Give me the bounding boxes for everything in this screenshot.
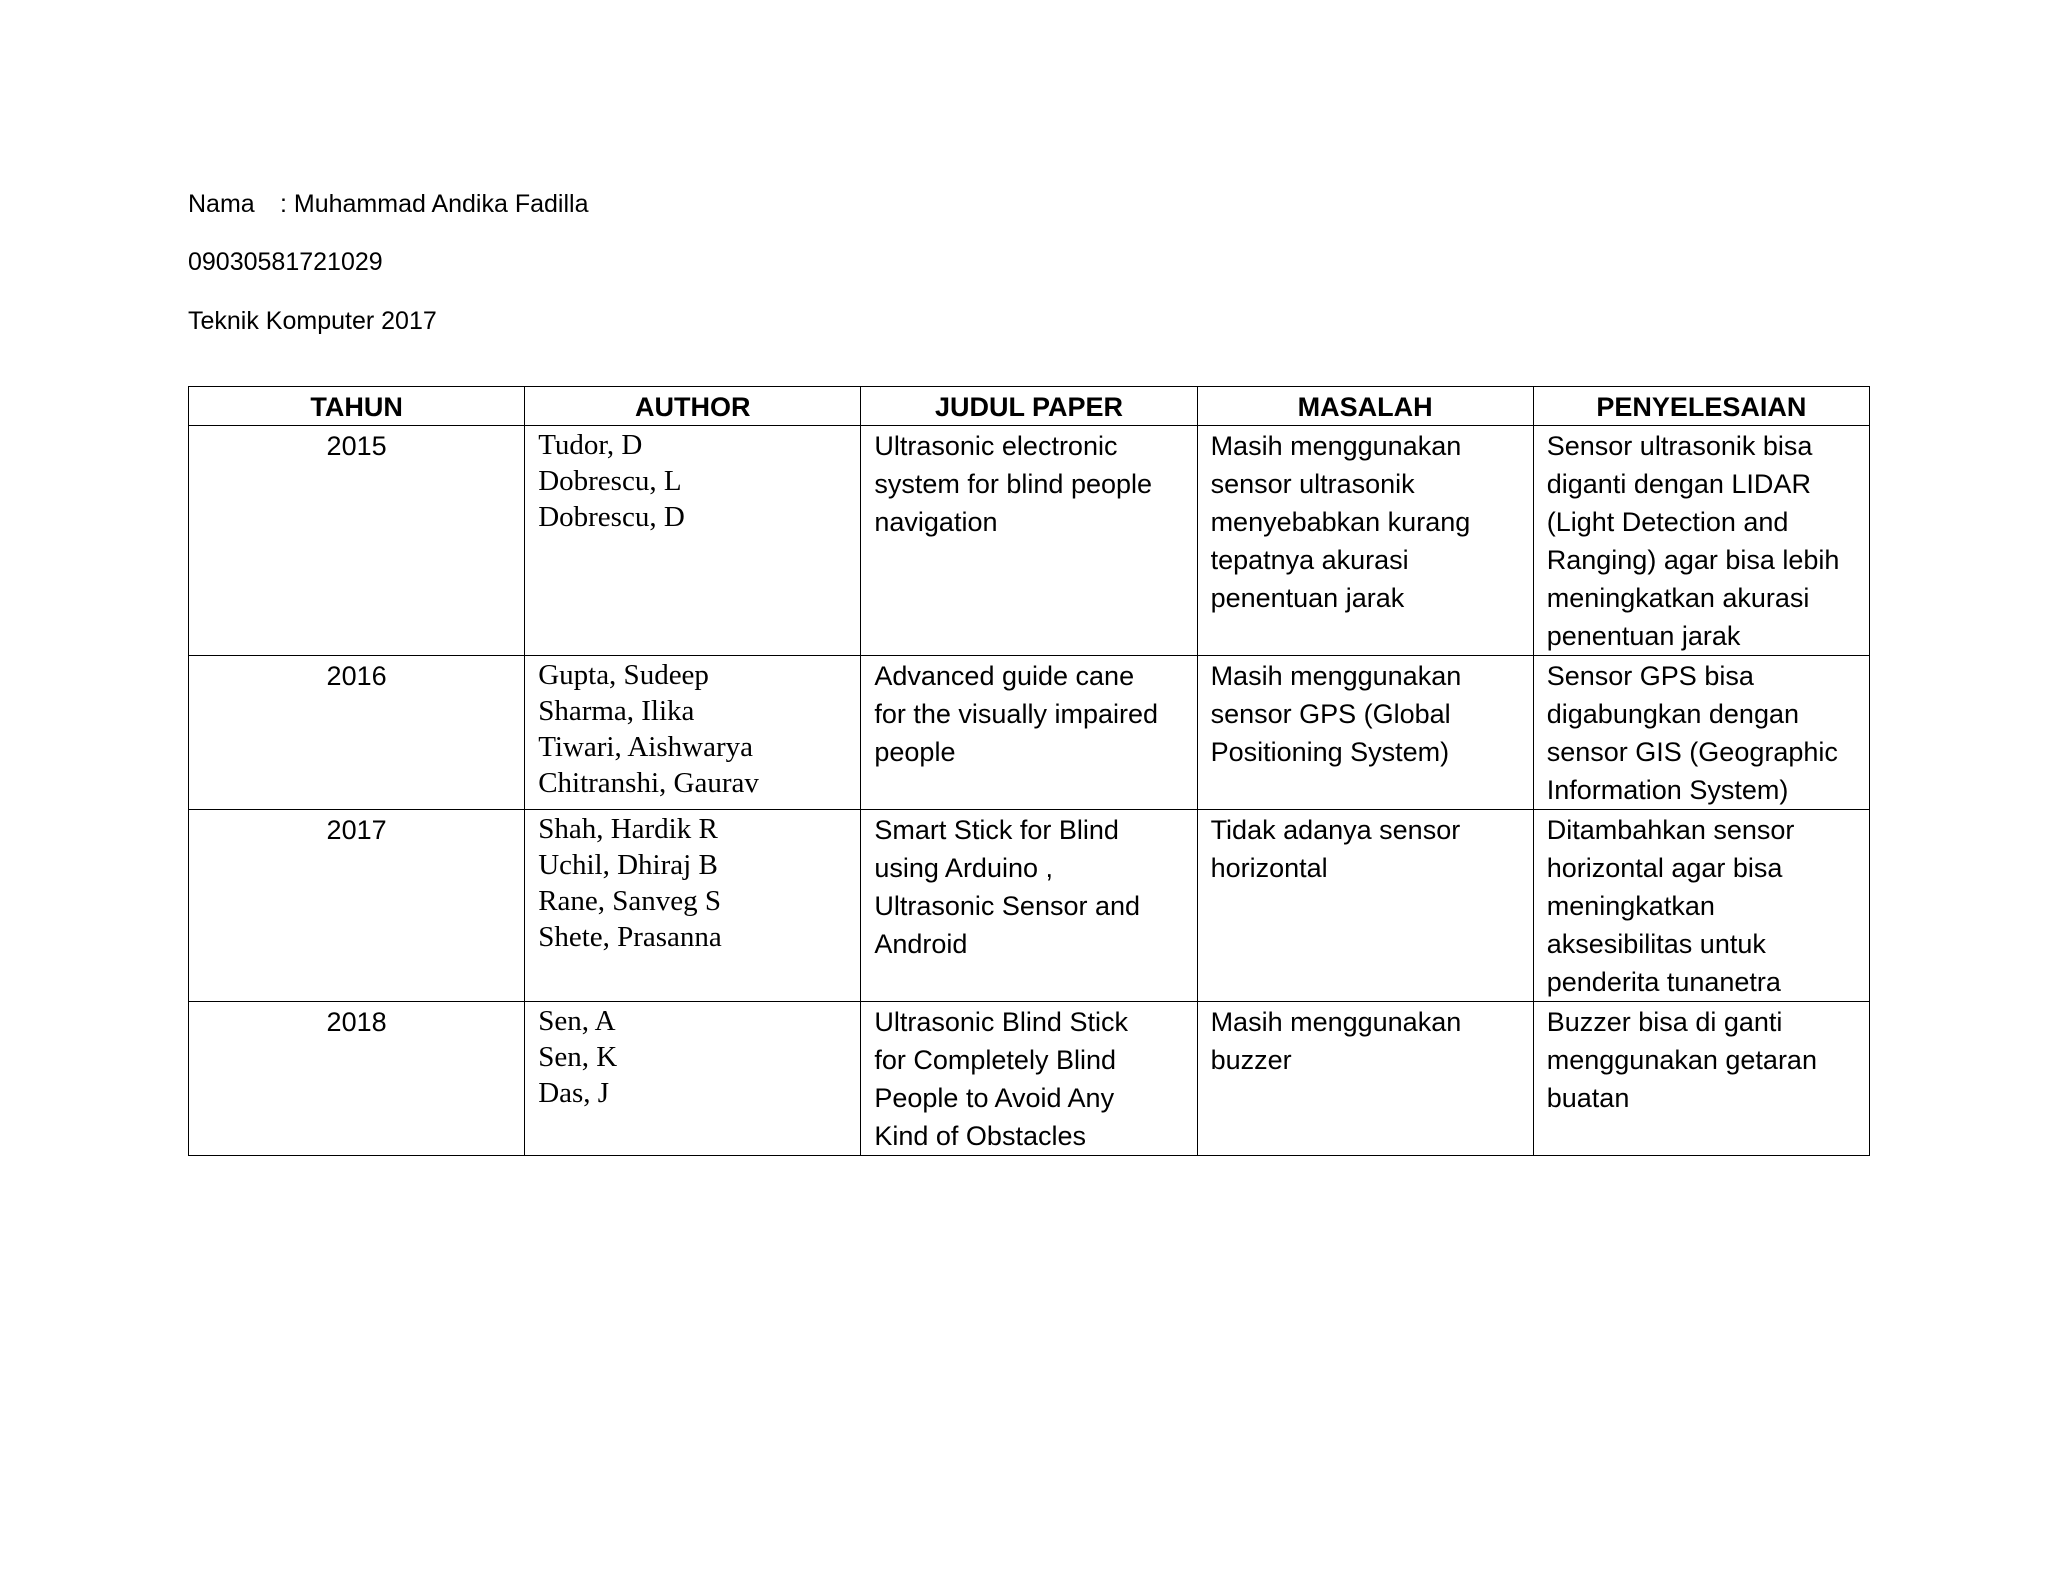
year-text: 2018 bbox=[326, 1007, 387, 1037]
problem-line: sensor GPS (Global bbox=[1210, 699, 1451, 729]
author-name: Sen, K bbox=[538, 1041, 618, 1073]
problem-line: Tidak adanya sensor bbox=[1210, 815, 1461, 845]
paper-title-cell bbox=[861, 1002, 1197, 1156]
solution-line: Sensor GPS bisa bbox=[1546, 661, 1754, 691]
solution-line: aksesibilitas untuk bbox=[1546, 929, 1766, 959]
solution-line: meningkatkan akurasi bbox=[1546, 583, 1810, 613]
paper-title-line: People to Avoid Any bbox=[874, 1083, 1115, 1113]
year-cell bbox=[189, 426, 525, 656]
header-masalah: MASALAH bbox=[1197, 387, 1533, 426]
solution-line: Sensor ultrasonik bisa bbox=[1546, 431, 1813, 461]
name-value: : Muhammad Andika Fadilla bbox=[280, 190, 589, 218]
year-cell bbox=[189, 1002, 525, 1156]
table-row bbox=[189, 1002, 1870, 1156]
solution-line: meningkatkan bbox=[1546, 891, 1715, 921]
solution-line: horizontal agar bisa bbox=[1546, 853, 1783, 883]
problem-line: penentuan jarak bbox=[1210, 583, 1405, 613]
authors-cell bbox=[525, 810, 861, 1002]
solution-line: Information System) bbox=[1546, 775, 1789, 805]
table-header-row bbox=[189, 387, 1870, 426]
paper-title-cell bbox=[861, 810, 1197, 1002]
paper-title-line: people bbox=[874, 737, 956, 767]
literature-review-table bbox=[188, 386, 1870, 1156]
author-name: Dobrescu, L bbox=[538, 465, 682, 497]
problem-line: Masih menggunakan bbox=[1210, 1007, 1462, 1037]
problem-line: Masih menggunakan bbox=[1210, 661, 1462, 691]
solution-line: (Light Detection and bbox=[1546, 507, 1789, 537]
paper-title-line: Ultrasonic electronic bbox=[874, 431, 1118, 461]
paper-title-line: for Completely Blind bbox=[874, 1045, 1116, 1075]
problem-line: Positioning System) bbox=[1210, 737, 1450, 767]
year-text: 2015 bbox=[326, 431, 387, 461]
paper-title-line: Ultrasonic Sensor and bbox=[874, 891, 1141, 921]
table-row bbox=[189, 810, 1870, 1002]
paper-title-line: Advanced guide cane bbox=[874, 661, 1135, 691]
author-name: Shete, Prasanna bbox=[538, 921, 722, 953]
solution-line: diganti dengan LIDAR bbox=[1546, 469, 1811, 499]
solution-cell bbox=[1533, 1002, 1869, 1156]
solution-cell bbox=[1533, 426, 1869, 656]
problem-cell bbox=[1197, 1002, 1533, 1156]
solution-cell bbox=[1533, 810, 1869, 1002]
problem-cell bbox=[1197, 810, 1533, 1002]
problem-cell bbox=[1197, 426, 1533, 656]
authors-cell bbox=[525, 656, 861, 810]
problem-line: horizontal bbox=[1210, 853, 1328, 883]
student-name-line bbox=[188, 189, 588, 219]
header-tahun: TAHUN bbox=[189, 387, 525, 426]
problem-line: menyebabkan kurang bbox=[1210, 507, 1471, 537]
authors-cell bbox=[525, 426, 861, 656]
paper-title-line: navigation bbox=[874, 507, 998, 537]
year-text: 2017 bbox=[326, 815, 387, 845]
header-author: AUTHOR bbox=[525, 387, 861, 426]
header-penyelesaian: PENYELESAIAN bbox=[1533, 387, 1869, 426]
paper-title-line: system for blind people bbox=[874, 469, 1153, 499]
solution-line: penderita tunanetra bbox=[1546, 967, 1781, 997]
solution-line: sensor GIS (Geographic bbox=[1546, 737, 1838, 767]
author-name: Shah, Hardik R bbox=[538, 813, 718, 845]
author-name: Sen, A bbox=[538, 1005, 616, 1037]
author-name: Rane, Sanveg S bbox=[538, 885, 722, 917]
paper-title-line: for the visually impaired bbox=[874, 699, 1158, 729]
authors-cell bbox=[525, 1002, 861, 1156]
header-judul-paper: JUDUL PAPER bbox=[861, 387, 1197, 426]
author-name: Gupta, Sudeep bbox=[538, 659, 709, 691]
student-id: 09030581721029 bbox=[188, 248, 383, 276]
author-name: Uchil, Dhiraj B bbox=[538, 849, 718, 881]
solution-line: menggunakan getaran bbox=[1546, 1045, 1817, 1075]
table-row bbox=[189, 426, 1870, 656]
author-name: Tudor, D bbox=[538, 429, 643, 461]
paper-title-line: Ultrasonic Blind Stick bbox=[874, 1007, 1128, 1037]
paper-title-cell bbox=[861, 656, 1197, 810]
table-row bbox=[189, 656, 1870, 810]
year-cell bbox=[189, 810, 525, 1002]
solution-line: Ranging) agar bisa lebih bbox=[1546, 545, 1840, 575]
problem-line: Masih menggunakan bbox=[1210, 431, 1462, 461]
solution-line: Ditambahkan sensor bbox=[1546, 815, 1795, 845]
solution-line: penentuan jarak bbox=[1546, 621, 1741, 651]
problem-cell bbox=[1197, 656, 1533, 810]
author-name: Chitranshi, Gaurav bbox=[538, 767, 759, 799]
problem-line: buzzer bbox=[1210, 1045, 1292, 1075]
problem-line: tepatnya akurasi bbox=[1210, 545, 1409, 575]
paper-title-line: Kind of Obstacles bbox=[874, 1121, 1086, 1151]
solution-cell bbox=[1533, 656, 1869, 810]
solution-line: Buzzer bisa di ganti bbox=[1546, 1007, 1783, 1037]
problem-line: sensor ultrasonik bbox=[1210, 469, 1415, 499]
paper-title-line: Smart Stick for Blind bbox=[874, 815, 1119, 845]
year-text: 2016 bbox=[326, 661, 387, 691]
year-cell bbox=[189, 656, 525, 810]
paper-title-line: Android bbox=[874, 929, 968, 959]
author-name: Tiwari, Aishwarya bbox=[538, 731, 753, 763]
solution-line: buatan bbox=[1546, 1083, 1630, 1113]
paper-title-cell bbox=[861, 426, 1197, 656]
author-name: Dobrescu, D bbox=[538, 501, 685, 533]
solution-line: digabungkan dengan bbox=[1546, 699, 1799, 729]
paper-title-line: using Arduino , bbox=[874, 853, 1053, 883]
study-program: Teknik Komputer 2017 bbox=[188, 307, 437, 335]
author-name: Das, J bbox=[538, 1077, 610, 1109]
author-name: Sharma, Ilika bbox=[538, 695, 695, 727]
name-label: Nama bbox=[188, 190, 255, 218]
